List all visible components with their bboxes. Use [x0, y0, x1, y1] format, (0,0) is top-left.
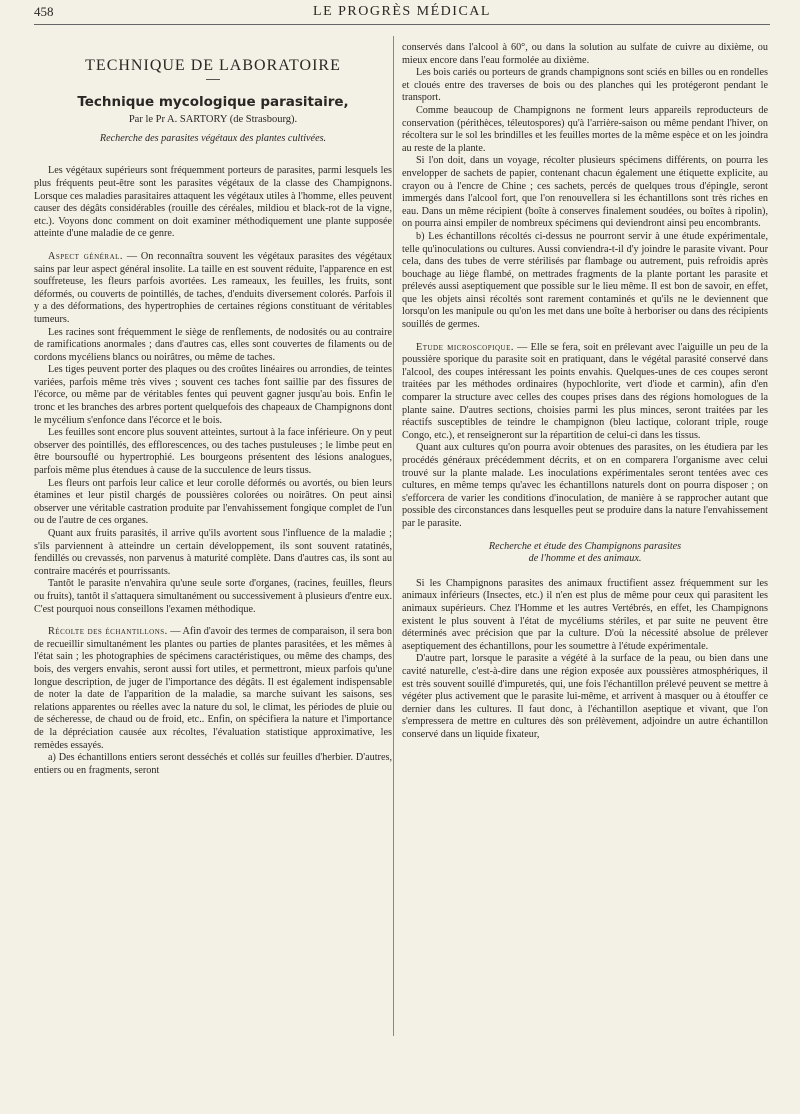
etude-text: — Elle se fera, soit en prélevant avec l'aiguille un peu de la poussière sporique du parasite soit en pratiquant, dans le végétal parasité conservé dans l'alcool, des coupes intéressant les points envahis. Quelques-unes de ces coupes seront traitées par les méthodes ordinaires (hypochlorite, vert d'iode et carmin), afin d'en comparer la structure avec celles des coupes prises dans des régions homologues de la plante saine. D'autres sections, choisies parmi les plus minces, seront traitées par les réactifs susceptibles de teindre le champignon (bleu lactique, colorant triple, rouge Congo, etc.), et renseigneront sur la répartition de celui-ci dans les tissus.: [402, 341, 768, 441]
left-column: [34, 58, 392, 777]
paragraph-racines: Les racines sont fréquemment le siège de renflements, de nodosités ou au contraire de ramifications anormales ; dans d'autres cas, elles sont couvertes de filaments ou de cordons mycéliens blancs ou noirâtres, ou même de taches.: [34, 326, 392, 363]
aspect-label: Aspect général.: [48, 250, 123, 262]
paragraph-item-b: b) Les échantillons récoltés ci-dessus ne pourront servir à une étude expérimentale, telle qu'inoculations ou cultures. Aussi conviendra-t-il d'y joindre le parasite vivant. Pour cela, dans des tubes de verre stérilisés par flambage ou autrement, puis refroidis après bouchage au liège flambé, on mettrades fragments de la plante portant les parasite et prélevés aussi aseptiquement que possible sur le lieu même. Il est bon de savoir, en effet, que les objets ainsi récoltés sont rarement contaminés et qu'ils ne le deviennent que lorsqu'on les manipule ou qu'on les met dans une boîte à herboriser ou dans des récipients souillés de germes.: [402, 230, 768, 331]
sub-heading: [402, 541, 768, 566]
page-header: [34, 4, 770, 25]
title-rule: [206, 79, 220, 80]
sub-heading-line-2: de l'homme et des animaux.: [528, 553, 642, 565]
paragraph-cultures: Quant aux cultures qu'on pourra avoir obtenues des parasites, on les étudiera par les procédés généraux précédemment décrits, et on en comparera l'organisme avec celui trouvé sur la plante malade. Les inoculations expérimentales seront tentées avec ces cultures, en même temps qu'avec les échantillons naturels dont on pourra disposer ; on s'efforcera de varier les conditions d'inoculation, de manière à se rapprocher autant que possible des circonstances dans lesquelles peut se produire dans la nature l'envahissement par le parasite.: [402, 442, 768, 529]
paragraph-appareils: Comme beaucoup de Champignons ne forment leurs appareils reproducteurs de conservation (périthèces, téleutospores) qu'à l'arrière-saison ou même pendant l'hiver, on récoltera sur le sol les brindilles et les feuilles mortes de la même espèce et on les joindra au reste de la plante.: [402, 104, 768, 154]
etude-label: Etude microscopique.: [416, 341, 514, 353]
section-title: TECHNIQUE DE LABORATOIRE: [85, 57, 341, 74]
paragraph-aspect: [34, 251, 392, 327]
paragraph-animaux: Si les Champignons parasites des animaux fructifient assez fréquemment sur les animaux inférieurs (Insectes, etc.) il n'en est plus de même pour ceux qui parasitent les animaux supérieurs. Chez l'Homme et les autres Vertébrés, en effet, les Champignons existent le plus souvent à l'état de mycéliums stériles, et par suite ne peuvent être déterminés avec précision que par la culture. D'où la nécessité absolue de prélever aseptiquement des échantillons, pour les soumettre à l'étude expérimentale.: [402, 577, 768, 652]
article-subtitle: Recherche des parasites végétaux des plantes cultivées.: [99, 132, 327, 144]
paragraph-voyage: Si l'on doit, dans un voyage, récolter plusieurs spécimens différents, on pourra les envelopper de sachets de papier, contenant chacun également une étiquette explicite, au crayon ou à l'encre de Chine ; ces sachets, percés de quelques trous d'épingle, seront immergés dans l'alcool fort, que l'on renouvellera si les échantillons sont très riches en eau. Dans un même récipient (boîte à conserves finalement soudées, ou boîtes à ripolin), on pourra ainsi empiler de nombreux spécimens qui deviendront ainsi peu encombrants.: [402, 155, 768, 230]
recolte-label: Récolte des échantillons.: [48, 626, 168, 638]
paragraph-item-a: a) Des échantillons entiers seront desséchés et collés sur feuilles d'herbier. D'autres, entiers ou en fragments, seront: [34, 752, 392, 776]
paragraph-bois: Les bois cariés ou porteurs de grands champignons sont sciés en billes ou en rondelles et cloués entre des traverses de bois ou des planches qui les protégeront pendant le transport.: [402, 67, 768, 104]
author-line: Par le Pr A. SARTORY (de Strasbourg).: [128, 114, 298, 126]
paragraph-intro: Les végétaux supérieurs sont fréquemment porteurs de parasites, parmi lesquels les plus fréquents peut-être sont les parasites végétaux de la classe des Champignons. Lorsque ces maladies parasitaires attaquent les végétaux utiles à l'homme, elles peuvent causer des dégâts considérables (rouille des céréales, mildiou et black-rot de la vigne, etc.). Voyons donc comment on doit examiner méthodiquement une plante supposée atteinte d'une maladie de ce genre.: [34, 165, 392, 240]
paragraph-fruits: Quant aux fruits parasités, il arrive qu'ils avortent sous l'influence de la maladie ; s'ils parviennent à atteindre un certain développement, ils sont souvent ratatinés, fendillés ou crevassés, non parvenus à maturité complète. Dans d'autres cas, ils sont au contraire macérés et pourrissants.: [34, 528, 392, 577]
paragraph-etude: [402, 342, 768, 443]
right-column: [402, 42, 768, 741]
paragraph-fleurs: Les fleurs ont parfois leur calice et leur corolle déformés ou avortés, ou bien leurs étamines et leur pistil chargés de poussières colorées ou noirâtres. On peut ainsi observer une véritable castration produite par l'envahissement fongique complet de l'un ou de l'autre de ces organes.: [34, 477, 392, 527]
aspect-text: — On reconnaîtra souvent les végétaux parasites des végétaux sains par leur aspect général insolite. La taille en est souvent réduite, l'apparence en est souffreteuse, les fleurs parfois avortées. Les rameaux, les feuilles, les fruits, sont déformés, ou couverts de pointillés, de taches, d'enduits diversement colorés. Parfois il y a des déformations, des hypertrophies de certaines régions constituant de véritables tumeurs.: [34, 250, 392, 325]
column-divider: [393, 36, 394, 1036]
paragraph-recolte: [34, 626, 392, 752]
page-number: 458: [34, 4, 54, 19]
paragraph-tantot: Tantôt le parasite n'envahira qu'une seule sorte d'organes, (racines, feuilles, fleurs ou fruits), tantôt il s'attaquera simultanément ou successivement à plusieurs d'entre eux. C'est pourquoi nous conseillons l'examen méthodique.: [34, 578, 392, 615]
paragraph-autre-part: D'autre part, lorsque le parasite a végété à la surface de la peau, ou bien dans une cavité naturelle, c'est-à-dire dans une région exposée aux poussières atmosphériques, il est très souvent souillé d'impuretés, qui, une fois l'échantillon prélevé peuvent se mettre à végéter plus activement que le parasite lui-même, et arrivent à masquer ou à étouffer ce dernier dans les cultures. Il faut donc, à l'échantillon aseptique et vivant, que l'on s'empressera de mettre en cultures dès son prélèvement, adjoindre un autre échantillon conservé dans un liquide fixateur,: [402, 653, 768, 740]
sub-heading-line-1: Recherche et étude des Champignons parasites: [488, 540, 682, 552]
paragraph-tiges: Les tiges peuvent porter des plaques ou des croûtes linéaires ou arrondies, de teintes variées, parfois même très vives ; souvent ces taches font saillie par des fissures de l'écorce, ou même par de véritables fentes qui peuvent gagner jusqu'au bois. Enfin le tronc et les branches des arbres portent quelquefois des chapeaux de Champignons dont le mycélium s'enfonce dans l'écorce et le bois.: [34, 364, 392, 426]
recolte-text: — Afin d'avoir des termes de comparaison, il sera bon de recueillir simultanément les plantes ou parties de plantes parasitées, et les mêmes à l'état sain ; les photographies de spécimens caractéristiques, ou même des champs, des bois, des vergers envahis, seront aussi fort utiles, et permettront, mieux parfois qu'une longue description, de juger de l'importance des dégâts. Il est également indispensable de noter la date de l'apparition de la maladie, sa marche suivant les saisons, ses relations apparentes ou réelles avec la nature du sol, le climat, les périodes de pluie ou de sécheresse, de chaud ou de froid, etc.. Enfin, on spécifiera la nature et l'importance de la dépréciation causée aux récoltes, l'évaluation statistique approximative, les remèdes essayés.: [34, 626, 393, 751]
paragraph-feuilles: Les feuilles sont encore plus souvent atteintes, surtout à la face inférieure. On y peut observer des pointillés, des efflorescences, ou des taches pustuleuses ; le limbe peut en être boursouflé ou hypertrophié. Les bourgeons présentent des lésions analogues, parfois même plus étendues à cause de la succulence de leurs tissus.: [34, 427, 392, 477]
article-title: Technique mycologique parasitaire,: [77, 93, 349, 110]
journal-title: LE PROGRÈS MÉDICAL: [313, 4, 491, 19]
paragraph-continued: conservés dans l'alcool à 60°, ou dans la solution au sulfate de cuivre au dixième, ou mieux encore dans l'eau formolée au dixième.: [402, 42, 768, 66]
